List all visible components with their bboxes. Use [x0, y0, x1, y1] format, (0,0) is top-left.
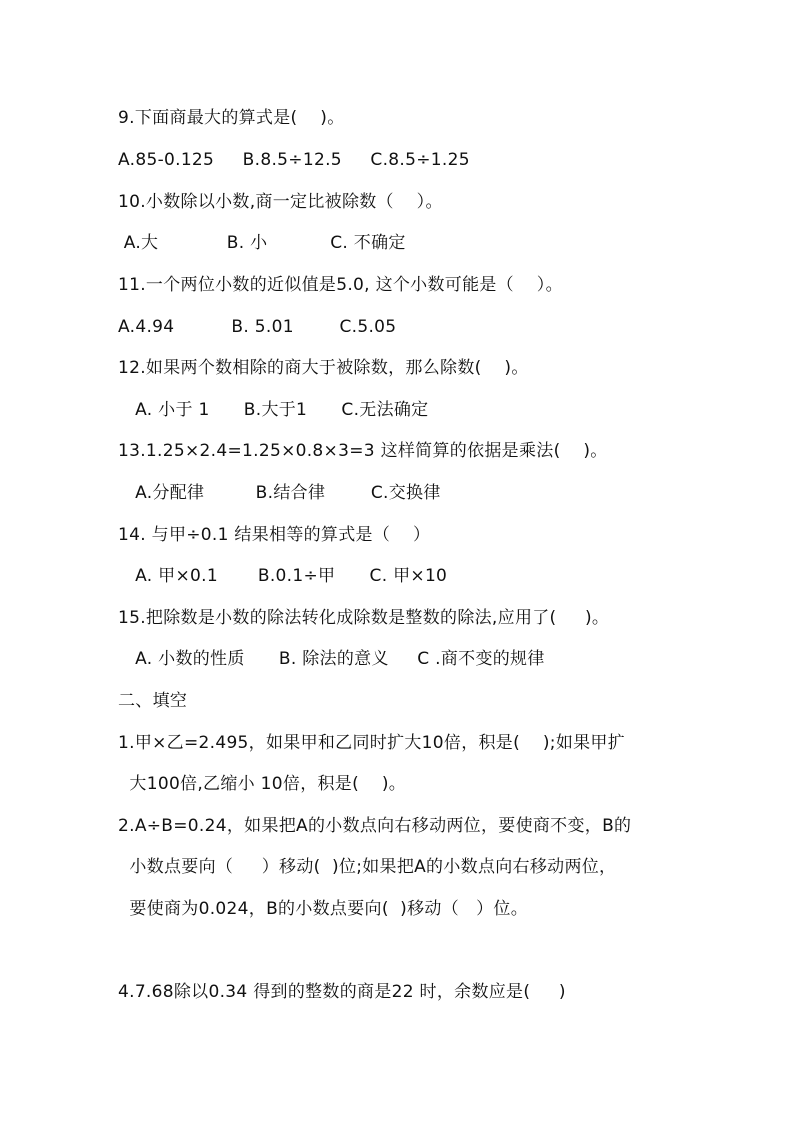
q12-options: A. 小于 1 B.大于1 C.无法确定: [118, 400, 429, 420]
q11-question: 11.一个两位小数的近似值是5.0, 这个小数可能是（ ）。: [118, 275, 563, 295]
q9-question: 9.下面商最大的算式是( )。: [118, 108, 345, 128]
q11-options: A.4.94 B. 5.01 C.5.05: [118, 317, 397, 337]
fill1-line2: 大100倍,乙缩小 10倍，积是( )。: [118, 774, 407, 794]
q9-options: A.85-0.125 B.8.5÷12.5 C.8.5÷1.25: [118, 150, 470, 170]
q10-question: 10.小数除以小数,商一定比被除数（ ）。: [118, 192, 443, 212]
fill4-question: 4.7.68除以0.34 得到的整数的商是22 时，余数应是( ): [118, 982, 566, 1002]
fill2-line2: 小数点要向（ ）移动( )位;如果把A的小数点向右移动两位，: [118, 857, 617, 877]
fill1-line1: 1.甲×乙=2.495，如果甲和乙同时扩大10倍，积是( );如果甲扩: [118, 733, 626, 753]
q15-question: 15.把除数是小数的除法转化成除数是整数的除法,应用了( )。: [118, 608, 610, 628]
q13-options: A.分配律 B.结合律 C.交换律: [118, 483, 441, 503]
q13-question: 13.1.25×2.4=1.25×0.8×3=3 这样简算的依据是乘法( )。: [118, 441, 608, 461]
section-heading-fill-in: 二、填空: [118, 691, 188, 711]
q10-options: A.大 B. 小 C. 不确定: [118, 233, 406, 253]
q14-question: 14. 与甲÷0.1 结果相等的算式是（ ）: [118, 525, 431, 545]
fill2-line1: 2.A÷B=0.24，如果把A的小数点向右移动两位，要使商不变，B的: [118, 816, 632, 836]
q12-question: 12.如果两个数相除的商大于被除数，那么除数( )。: [118, 358, 529, 378]
q14-options: A. 甲×0.1 B.0.1÷甲 C. 甲×10: [118, 566, 448, 586]
q15-options: A. 小数的性质 B. 除法的意义 C .商不变的规律: [118, 649, 545, 669]
fill2-line3: 要使商为0.024，B的小数点要向( )移动（ ）位。: [118, 899, 529, 919]
